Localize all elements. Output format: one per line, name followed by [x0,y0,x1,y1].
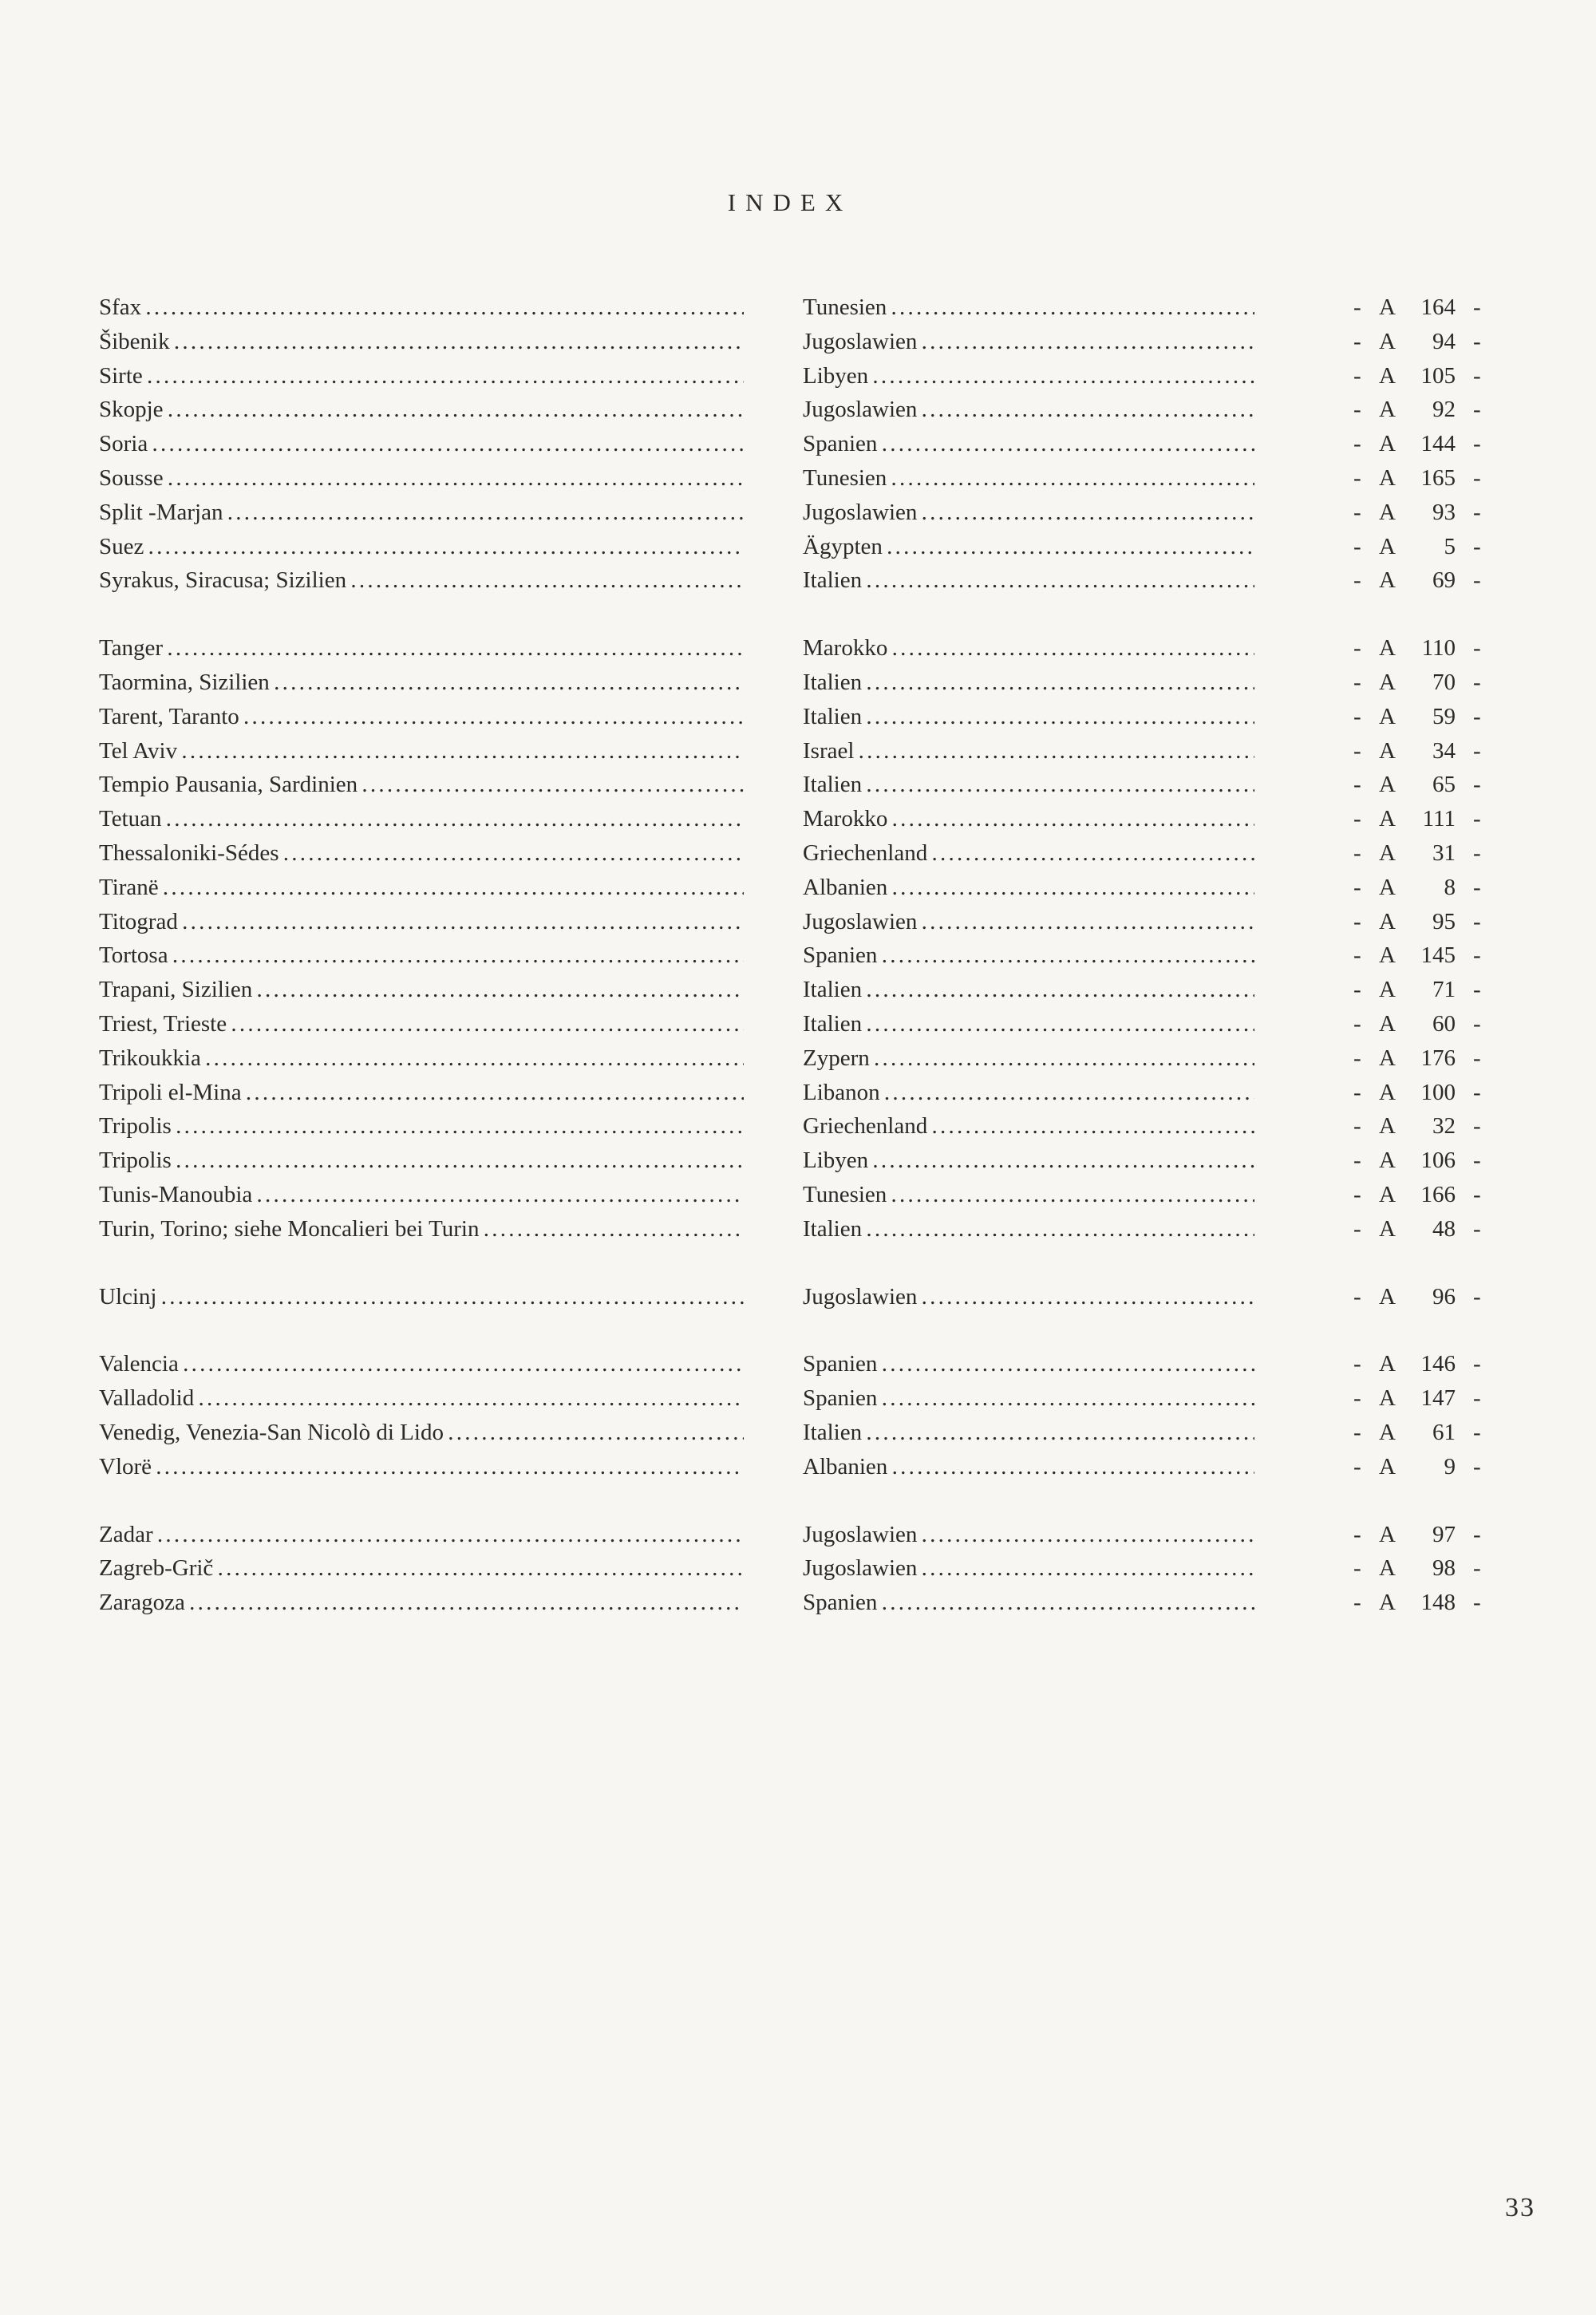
ref-dash-left: - [1353,1148,1361,1174]
index-entry [99,1416,1487,1450]
place-name: Valladolid . . . [99,1381,744,1416]
ref-prefix: A [1379,1555,1396,1582]
place-name: Venedig, Venezia-San Nicolò di Lido . . . [99,1416,744,1450]
ref-page-number: 92 [1432,397,1456,423]
ref-dash-left: - [1353,431,1361,457]
place-name: Triest, Trieste . . . [99,1007,744,1041]
index-entry [99,700,1487,734]
place-name: Sfax . . . [99,290,744,325]
index-group [99,1280,1487,1314]
index-entry [99,1280,1487,1314]
index-entry [99,1450,1487,1484]
ref-page-number: 5 [1444,533,1456,559]
place-name: Ulcinj . . . [99,1280,744,1314]
ref-dash-right: - [1473,942,1481,969]
ref-page-number: 111 [1422,806,1456,832]
index-entry [99,1178,1487,1212]
ref-dash-left: - [1353,362,1361,389]
country-name: Italien . . . [803,768,1254,802]
ref-dash-left: - [1353,1215,1361,1242]
country-name: Ägypten . . . [803,530,1254,564]
ref-dash-left: - [1353,874,1361,900]
ref-dash-right: - [1473,1215,1481,1242]
index-entry [99,631,1487,666]
ref-dash-left: - [1353,499,1361,525]
index-entry [99,1551,1487,1586]
index-entry [99,1007,1487,1041]
ref-dash-left: - [1353,806,1361,832]
place-name: Split -Marjan . . . [99,496,744,530]
ref-prefix: A [1379,1181,1396,1207]
country-name: Tunesien . . . [803,461,1254,496]
country-name: Italien . . . [803,973,1254,1007]
ref-prefix: A [1379,908,1396,934]
ref-dash-right: - [1473,294,1481,320]
ref-dash-right: - [1473,431,1481,457]
index-entry [99,496,1487,530]
ref-prefix: A [1379,362,1396,389]
ref-dash-right: - [1473,1385,1481,1412]
index-entry [99,1381,1487,1416]
place-name: Syrakus, Siracusa; Sizilien . . . [99,563,744,598]
index-group [99,631,1487,1246]
ref-dash-right: - [1473,977,1481,1003]
ref-page-number: 61 [1432,1419,1456,1445]
index-entry [99,1586,1487,1620]
ref-dash-left: - [1353,1453,1361,1479]
country-name: Tunesien . . . [803,1178,1254,1212]
ref-prefix: A [1379,1419,1396,1445]
ref-page-number: 93 [1432,499,1456,525]
ref-dash-left: - [1353,737,1361,764]
ref-dash-right: - [1473,1351,1481,1377]
ref-prefix: A [1379,1521,1396,1547]
country-name: Jugoslawien . . . [803,325,1254,359]
ref-page-number: 96 [1432,1283,1456,1310]
ref-prefix: A [1379,397,1396,423]
ref-dash-left: - [1353,1045,1361,1071]
ref-prefix: A [1379,464,1396,491]
country-name: Jugoslawien . . . [803,1280,1254,1314]
ref-dash-right: - [1473,1010,1481,1037]
ref-dash-left: - [1353,977,1361,1003]
ref-prefix: A [1379,669,1396,695]
ref-page-number: 100 [1420,1079,1456,1105]
country-name: Italien . . . [803,700,1254,734]
page-title: INDEX [727,188,853,216]
ref-prefix: A [1379,1215,1396,1242]
ref-prefix: A [1379,874,1396,900]
ref-dash-right: - [1473,703,1481,729]
ref-page-number: 165 [1420,464,1456,491]
ref-prefix: A [1379,703,1396,729]
ref-page-number: 145 [1420,942,1456,969]
place-name: Taormina, Sizilien . . . [99,666,744,700]
ref-prefix: A [1379,1113,1396,1140]
country-name: Libyen . . . [803,359,1254,393]
country-name: Marokko . . . [803,631,1254,666]
ref-dash-right: - [1473,1079,1481,1105]
index-list [99,290,1487,1653]
ref-dash-right: - [1473,1181,1481,1207]
country-name: Jugoslawien . . . [803,905,1254,939]
country-name: Spanien . . . [803,427,1254,461]
country-name: Italien . . . [803,1007,1254,1041]
ref-dash-left: - [1353,703,1361,729]
ref-page-number: 71 [1432,977,1456,1003]
ref-dash-right: - [1473,1045,1481,1071]
ref-dash-left: - [1353,1521,1361,1547]
ref-prefix: A [1379,942,1396,969]
index-entry [99,530,1487,564]
index-group [99,290,1487,598]
ref-dash-right: - [1473,908,1481,934]
ref-prefix: A [1379,431,1396,457]
ref-prefix: A [1379,772,1396,798]
ref-page-number: 48 [1432,1215,1456,1242]
page-number: 33 [1505,2193,1535,2222]
ref-dash-right: - [1473,1419,1481,1445]
country-name: Spanien . . . [803,938,1254,973]
ref-dash-left: - [1353,464,1361,491]
country-name: Albanien . . . [803,871,1254,905]
place-name: Tripolis . . . [99,1109,744,1144]
country-name: Zypern . . . [803,1041,1254,1076]
ref-dash-left: - [1353,908,1361,934]
index-entry [99,1076,1487,1110]
ref-dash-right: - [1473,397,1481,423]
ref-page-number: 31 [1432,839,1456,866]
ref-dash-left: - [1353,1351,1361,1377]
ref-dash-right: - [1473,1283,1481,1310]
ref-dash-right: - [1473,1148,1481,1174]
ref-prefix: A [1379,1283,1396,1310]
ref-page-number: 8 [1444,874,1456,900]
ref-prefix: A [1379,1148,1396,1174]
ref-dash-right: - [1473,328,1481,354]
ref-dash-right: - [1473,533,1481,559]
ref-page-number: 9 [1444,1453,1456,1479]
index-entry [99,427,1487,461]
country-name: Italien . . . [803,1416,1254,1450]
place-name: Tripoli el-Mina . . . [99,1076,744,1110]
country-name: Italien . . . [803,666,1254,700]
ref-dash-left: - [1353,1010,1361,1037]
ref-dash-right: - [1473,772,1481,798]
ref-dash-left: - [1353,1590,1361,1616]
ref-dash-right: - [1473,737,1481,764]
ref-page-number: 95 [1432,908,1456,934]
place-name: Tanger . . . [99,631,744,666]
ref-page-number: 106 [1420,1148,1456,1174]
ref-dash-left: - [1353,635,1361,662]
index-entry [99,1041,1487,1076]
ref-dash-left: - [1353,839,1361,866]
place-name: Thessaloniki-Sédes . . . [99,836,744,871]
index-entry [99,1109,1487,1144]
country-name: Jugoslawien . . . [803,496,1254,530]
index-entry [99,802,1487,836]
place-name: Skopje . . . [99,393,744,427]
place-name: Tetuan . . . [99,802,744,836]
index-entry [99,1212,1487,1246]
ref-page-number: 65 [1432,772,1456,798]
place-name: Soria . . . [99,427,744,461]
place-name: Turin, Torino; siehe Moncalieri bei Turin . . . [99,1212,744,1246]
ref-prefix: A [1379,1079,1396,1105]
country-name: Italien . . . [803,1212,1254,1246]
ref-page-number: 146 [1420,1351,1456,1377]
ref-prefix: A [1379,1351,1396,1377]
country-name: Spanien . . . [803,1381,1254,1416]
country-name: Albanien . . . [803,1450,1254,1484]
ref-dash-left: - [1353,942,1361,969]
ref-dash-left: - [1353,1181,1361,1207]
country-name: Jugoslawien . . . [803,393,1254,427]
place-name: Zagreb-Grič . . . [99,1551,744,1586]
ref-prefix: A [1379,1590,1396,1616]
index-entry [99,359,1487,393]
ref-prefix: A [1379,1453,1396,1479]
index-entry [99,1144,1487,1178]
place-name: Tel Aviv . . . [99,734,744,768]
country-name: Griechenland . . . [803,836,1254,871]
ref-prefix: A [1379,737,1396,764]
ref-page-number: 59 [1432,703,1456,729]
index-entry [99,393,1487,427]
country-name: Israel . . . [803,734,1254,768]
index-entry [99,938,1487,973]
ref-page-number: 70 [1432,669,1456,695]
country-name: Marokko . . . [803,802,1254,836]
ref-dash-left: - [1353,1555,1361,1582]
place-name: Suez . . . [99,530,744,564]
ref-prefix: A [1379,328,1396,354]
place-name: Tripolis . . . [99,1144,744,1178]
ref-prefix: A [1379,1045,1396,1071]
place-name: Zadar . . . [99,1518,744,1552]
ref-page-number: 144 [1420,431,1456,457]
country-name: Griechenland . . . [803,1109,1254,1144]
place-name: Tiranë . . . [99,871,744,905]
place-name: Vlorë . . . [99,1450,744,1484]
ref-page-number: 94 [1432,328,1456,354]
ref-page-number: 147 [1420,1385,1456,1412]
country-name: Italien . . . [803,563,1254,598]
index-entry [99,1518,1487,1552]
ref-prefix: A [1379,839,1396,866]
ref-page-number: 176 [1420,1045,1456,1071]
index-entry [99,563,1487,598]
ref-prefix: A [1379,1010,1396,1037]
ref-page-number: 148 [1420,1590,1456,1616]
ref-dash-left: - [1353,567,1361,594]
place-name: Tunis-Manoubia . . . [99,1178,744,1212]
ref-page-number: 69 [1432,567,1456,594]
index-entry [99,836,1487,871]
ref-page-number: 60 [1432,1010,1456,1037]
place-name: Trapani, Sizilien . . . [99,973,744,1007]
index-entry [99,973,1487,1007]
ref-prefix: A [1379,533,1396,559]
index-entry [99,768,1487,802]
country-name: Jugoslawien . . . [803,1551,1254,1586]
ref-prefix: A [1379,635,1396,662]
country-name: Tunesien . . . [803,290,1254,325]
ref-page-number: 97 [1432,1521,1456,1547]
ref-dash-right: - [1473,1453,1481,1479]
ref-dash-left: - [1353,1113,1361,1140]
place-name: Zaragoza . . . [99,1586,744,1620]
country-name: Spanien . . . [803,1586,1254,1620]
ref-dash-right: - [1473,669,1481,695]
ref-dash-right: - [1473,874,1481,900]
ref-dash-left: - [1353,1283,1361,1310]
index-entry [99,666,1487,700]
ref-page-number: 34 [1432,737,1456,764]
place-name: Trikoukkia . . . [99,1041,744,1076]
ref-dash-right: - [1473,635,1481,662]
ref-page-number: 164 [1420,294,1456,320]
index-entry [99,1347,1487,1381]
ref-dash-left: - [1353,669,1361,695]
place-name: Titograd . . . [99,905,744,939]
ref-prefix: A [1379,567,1396,594]
ref-prefix: A [1379,1385,1396,1412]
ref-dash-left: - [1353,1385,1361,1412]
place-name: Tortosa . . . [99,938,744,973]
ref-dash-right: - [1473,1521,1481,1547]
index-group [99,1518,1487,1620]
ref-page-number: 32 [1432,1113,1456,1140]
index-entry [99,871,1487,905]
ref-dash-right: - [1473,499,1481,525]
index-entry [99,325,1487,359]
index-entry [99,734,1487,768]
country-name: Spanien . . . [803,1347,1254,1381]
place-name: Sousse . . . [99,461,744,496]
ref-dash-right: - [1473,567,1481,594]
ref-dash-right: - [1473,1555,1481,1582]
place-name: Sirte . . . [99,359,744,393]
place-name: Valencia . . . [99,1347,744,1381]
index-group [99,1347,1487,1483]
ref-prefix: A [1379,806,1396,832]
ref-dash-right: - [1473,1113,1481,1140]
ref-prefix: A [1379,499,1396,525]
ref-dash-right: - [1473,1590,1481,1616]
ref-dash-left: - [1353,397,1361,423]
ref-dash-right: - [1473,806,1481,832]
country-name: Libyen . . . [803,1144,1254,1178]
ref-dash-right: - [1473,362,1481,389]
ref-dash-right: - [1473,839,1481,866]
ref-prefix: A [1379,294,1396,320]
index-entry [99,461,1487,496]
ref-dash-left: - [1353,294,1361,320]
place-name: Tarent, Taranto . . . [99,700,744,734]
ref-dash-left: - [1353,1079,1361,1105]
ref-dash-left: - [1353,328,1361,354]
place-name: Šibenik . . . [99,325,744,359]
place-name: Tempio Pausania, Sardinien . . . [99,768,744,802]
ref-dash-left: - [1353,1419,1361,1445]
ref-prefix: A [1379,977,1396,1003]
index-entry [99,905,1487,939]
index-entry [99,290,1487,325]
country-name: Libanon . . . [803,1076,1254,1110]
ref-dash-right: - [1473,464,1481,491]
ref-page-number: 105 [1420,362,1456,389]
ref-dash-left: - [1353,533,1361,559]
ref-page-number: 166 [1420,1181,1456,1207]
ref-dash-left: - [1353,772,1361,798]
ref-page-number: 110 [1421,635,1456,662]
country-name: Jugoslawien . . . [803,1518,1254,1552]
ref-page-number: 98 [1432,1555,1456,1582]
